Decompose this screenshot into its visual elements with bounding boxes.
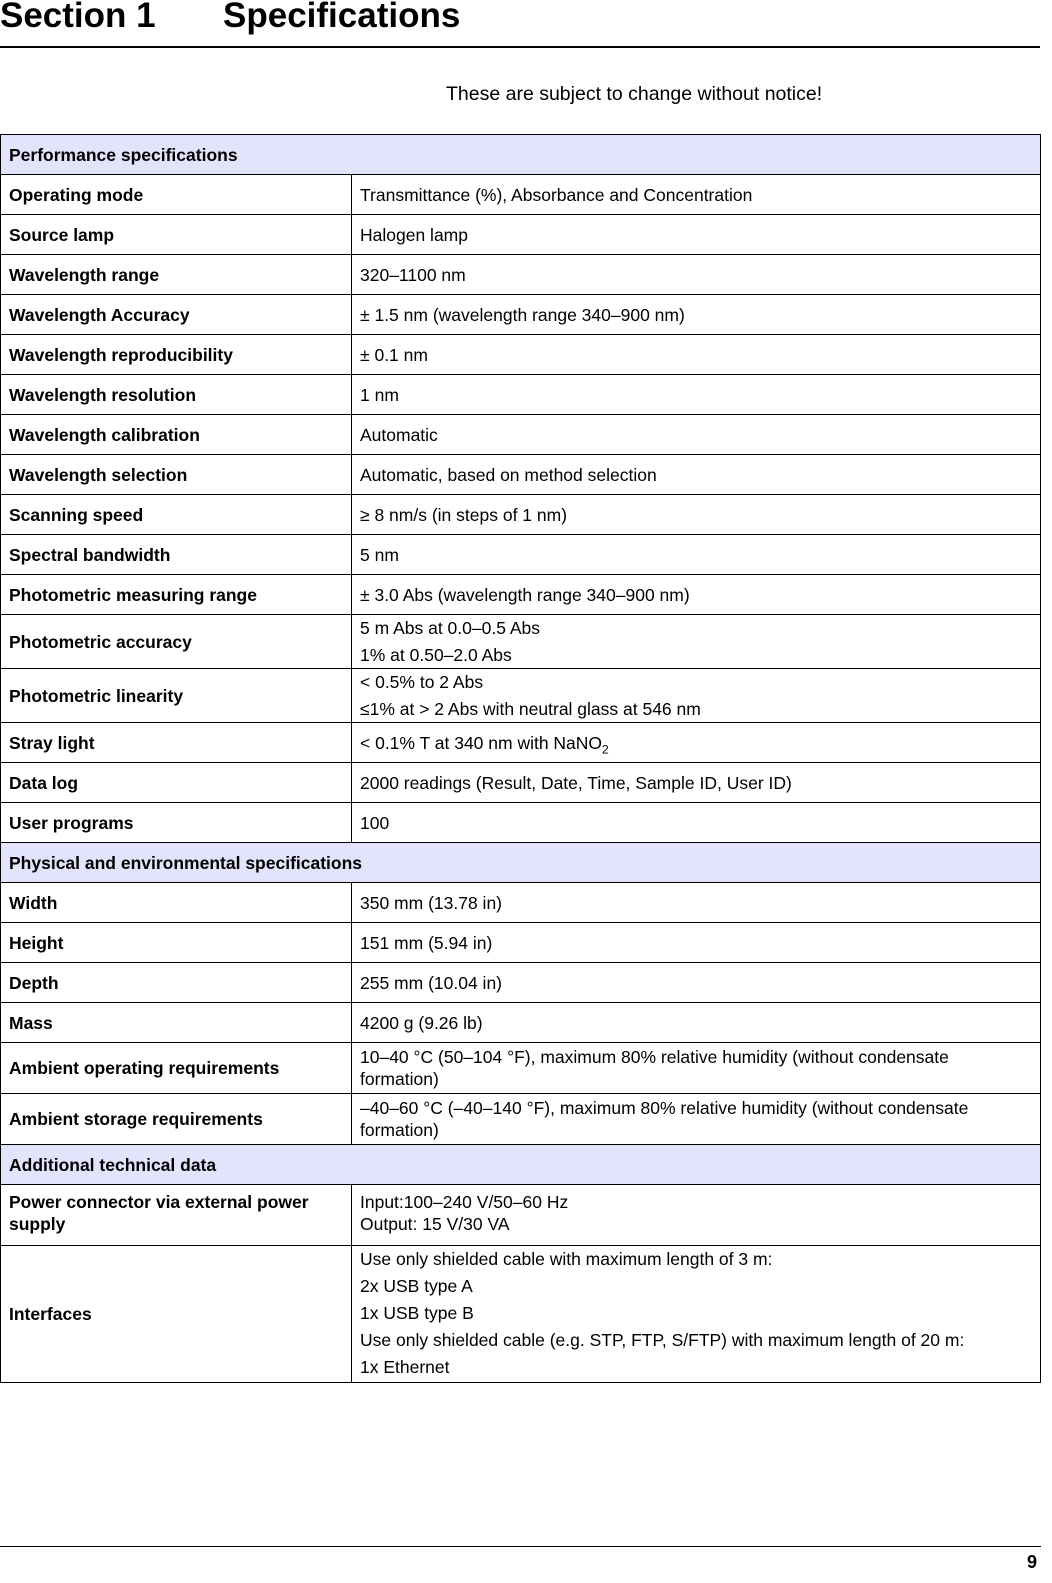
spec-label: Photometric measuring range — [1, 575, 352, 615]
spec-value-line: ≤1% at > 2 Abs with neutral glass at 546 nm — [360, 699, 701, 719]
spec-value: Halogen lamp — [352, 215, 1041, 255]
table-row — [1, 415, 1041, 455]
change-notice: These are subject to change without notice! — [446, 83, 823, 105]
spec-value: 4200 g (9.26 lb) — [352, 1003, 1041, 1043]
spec-label: Height — [1, 923, 352, 963]
table-row — [1, 883, 1041, 923]
table-row — [1, 615, 1041, 669]
spec-label: Interfaces — [1, 1246, 352, 1383]
spec-value: 10–40 °C (50–104 °F), maximum 80% relative humidity (without condensate formation) — [352, 1043, 1041, 1094]
spec-value-line: 1x USB type B — [360, 1303, 474, 1323]
spec-value: Automatic — [352, 415, 1041, 455]
spec-value-line: 1x Ethernet — [360, 1357, 450, 1377]
spec-label: Depth — [1, 963, 352, 1003]
spec-value — [352, 1185, 1041, 1246]
table-row — [1, 669, 1041, 723]
spec-value: 350 mm (13.78 in) — [352, 883, 1041, 923]
table-row — [1, 1003, 1041, 1043]
table-row — [1, 215, 1041, 255]
table-row — [1, 1246, 1041, 1383]
table-row — [1, 963, 1041, 1003]
spec-label: Power connector via external power supply — [1, 1185, 352, 1246]
spec-label: Source lamp — [1, 215, 352, 255]
table-row — [1, 375, 1041, 415]
spec-value: ± 3.0 Abs (wavelength range 340–900 nm) — [352, 575, 1041, 615]
spec-value-line: 2x USB type A — [360, 1276, 473, 1296]
spec-value: ± 0.1 nm — [352, 335, 1041, 375]
spec-value: Automatic, based on method selection — [352, 455, 1041, 495]
spec-value: 255 mm (10.04 in) — [352, 963, 1041, 1003]
table-row — [1, 175, 1041, 215]
spec-label: Wavelength selection — [1, 455, 352, 495]
spec-label: Ambient operating requirements — [1, 1043, 352, 1094]
footer-rule — [0, 1546, 1041, 1547]
spec-value: ± 1.5 nm (wavelength range 340–900 nm) — [352, 295, 1041, 335]
table-row — [1, 1094, 1041, 1145]
table-row — [1, 1043, 1041, 1094]
table-row — [1, 255, 1041, 295]
spec-value: 320–1100 nm — [352, 255, 1041, 295]
spec-value — [352, 723, 1041, 763]
spec-value: 151 mm (5.94 in) — [352, 923, 1041, 963]
spec-label: Spectral bandwidth — [1, 535, 352, 575]
spec-value: 5 nm — [352, 535, 1041, 575]
spec-value-line: Use only shielded cable with maximum length of 3 m: — [360, 1249, 773, 1269]
table-row — [1, 535, 1041, 575]
spec-label: Width — [1, 883, 352, 923]
spec-value: 1 nm — [352, 375, 1041, 415]
page-number: 9 — [1027, 1552, 1038, 1572]
spec-label: User programs — [1, 803, 352, 843]
section-header-row — [1, 135, 1041, 175]
spec-value-line: 5 m Abs at 0.0–0.5 Abs — [360, 618, 540, 638]
spec-label: Wavelength resolution — [1, 375, 352, 415]
spec-label: Data log — [1, 763, 352, 803]
spec-label: Wavelength Accuracy — [1, 295, 352, 335]
table-row — [1, 295, 1041, 335]
spec-value-main: < 0.1% T at 340 nm with NaNO — [360, 732, 603, 753]
heading-rule — [0, 46, 1040, 48]
section-title: Specifications — [223, 0, 461, 35]
section-header-row — [1, 843, 1041, 883]
table-row — [1, 1185, 1041, 1246]
spec-value: ≥ 8 nm/s (in steps of 1 nm) — [352, 495, 1041, 535]
section-header: Physical and environmental specifications — [1, 843, 1041, 883]
table-row — [1, 923, 1041, 963]
specifications-table — [0, 134, 1041, 1383]
page-title — [0, 0, 1040, 40]
table-row — [1, 803, 1041, 843]
subscript: 2 — [602, 742, 609, 756]
spec-label: Stray light — [1, 723, 352, 763]
table-row — [1, 455, 1041, 495]
spec-value — [352, 615, 1041, 669]
table-row — [1, 335, 1041, 375]
table-row — [1, 763, 1041, 803]
spec-label: Photometric linearity — [1, 669, 352, 723]
spec-value: Transmittance (%), Absorbance and Concentration — [352, 175, 1041, 215]
spec-value: 100 — [352, 803, 1041, 843]
spec-label: Operating mode — [1, 175, 352, 215]
spec-value-line: 1% at 0.50–2.0 Abs — [360, 645, 512, 665]
table-row — [1, 723, 1041, 763]
section-header: Performance specifications — [1, 135, 1041, 175]
spec-value-line: Input:100–240 V/50–60 Hz — [360, 1192, 569, 1212]
spec-label: Mass — [1, 1003, 352, 1043]
table-row — [1, 575, 1041, 615]
spec-label: Ambient storage requirements — [1, 1094, 352, 1145]
spec-value — [352, 1246, 1041, 1383]
table-row — [1, 495, 1041, 535]
spec-value-line: Use only shielded cable (e.g. STP, FTP, S/FTP) with maximum length of 20 m: — [360, 1330, 965, 1350]
spec-label: Scanning speed — [1, 495, 352, 535]
spec-value-line: < 0.5% to 2 Abs — [360, 672, 484, 692]
spec-value-line: Output: 15 V/30 VA — [360, 1214, 510, 1234]
spec-label: Wavelength range — [1, 255, 352, 295]
spec-label: Photometric accuracy — [1, 615, 352, 669]
spec-value — [352, 669, 1041, 723]
section-number: Section 1 — [0, 0, 156, 35]
section-header: Additional technical data — [1, 1145, 1041, 1185]
spec-value: –40–60 °C (–40–140 °F), maximum 80% relative humidity (without condensate formation) — [352, 1094, 1041, 1145]
spec-label: Wavelength reproducibility — [1, 335, 352, 375]
spec-value: 2000 readings (Result, Date, Time, Sample ID, User ID) — [352, 763, 1041, 803]
section-header-row — [1, 1145, 1041, 1185]
spec-label: Wavelength calibration — [1, 415, 352, 455]
